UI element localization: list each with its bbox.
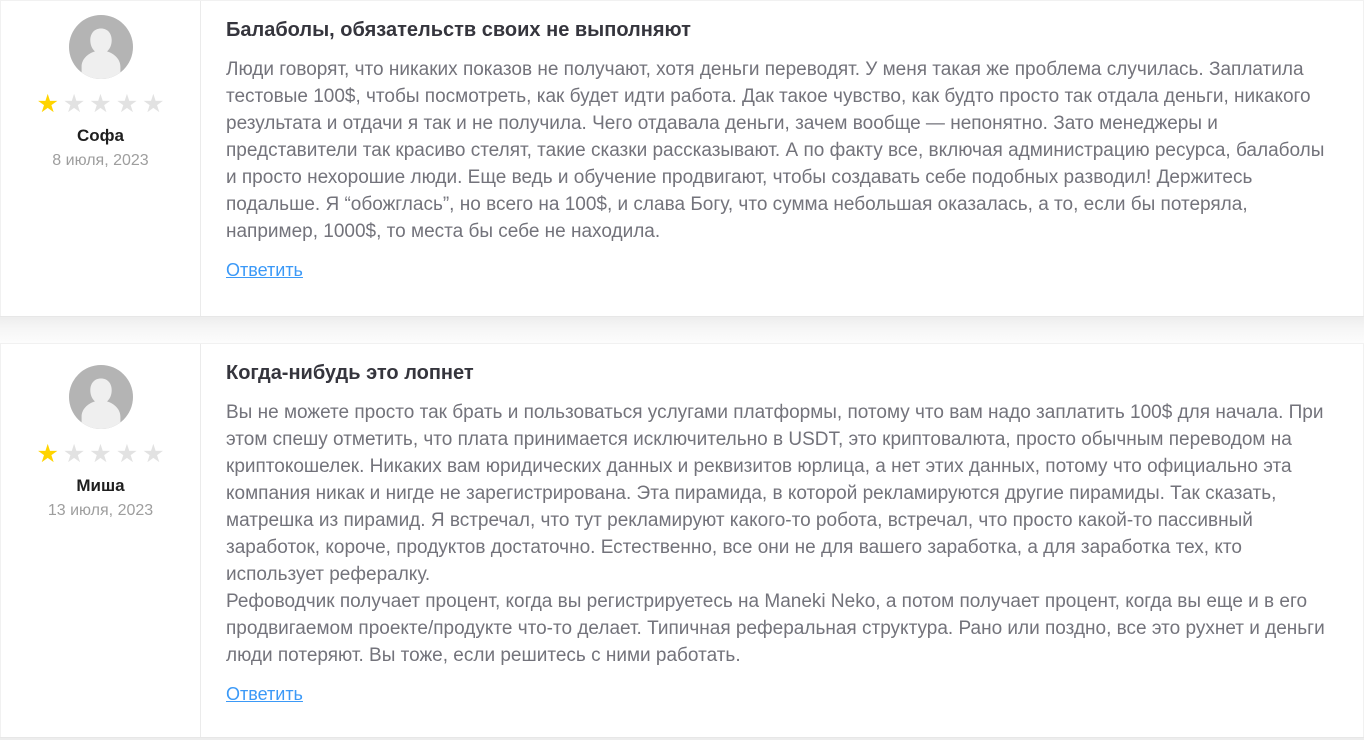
- person-silhouette-icon: [69, 365, 133, 429]
- star-empty-icon: ★: [142, 440, 165, 468]
- star-empty-icon: ★: [89, 90, 112, 118]
- star-rating: [36, 442, 164, 467]
- review-date: 8 июля, 2023: [52, 152, 149, 169]
- star-empty-icon: ★: [115, 90, 139, 118]
- reviewer-panel: [1, 344, 201, 737]
- star-rating: [36, 92, 164, 117]
- review-date: 13 июля, 2023: [47, 502, 154, 519]
- avatar: [69, 365, 133, 429]
- review-content: [201, 344, 1363, 737]
- reviewer-name: Софа: [77, 126, 124, 145]
- review-card: [0, 343, 1364, 737]
- reply-link[interactable]: Ответить: [226, 684, 303, 704]
- star-empty-icon: ★: [142, 90, 165, 118]
- star-filled-icon: ★: [36, 90, 59, 118]
- review-paragraph: Люди говорят, что никаких показов не получают, хотя деньги переводят. У меня такая же проблема случилась. Заплатила тестовые 100$, чтобы посмотреть, как будет идти работа. Дак такое чувство, как будто просто так отдала деньги, никакого результата и отдачи я так и не получила. Чего отдавала деньги, зачем вообще — непонятно. Зато менеджеры и представители так красиво стелят, такие сказки рассказывают. А по факту все, включая администрацию ресурса, балаболы и просто нехорошие люди. Еще ведь и обучение продвигают, чтобы создавать себе подобных разводил! Держитесь подальше. Я “обожглась”, но всего на 100$, и слава Богу, что сумма небольшая оказалась, а то, если бы потеряла, например, 1000$, то места бы себе не находила.: [226, 59, 1325, 242]
- star-filled-icon: ★: [36, 440, 59, 468]
- star-empty-icon: ★: [62, 440, 86, 468]
- avatar: [69, 15, 133, 79]
- person-silhouette-icon: [69, 15, 133, 79]
- review-body: [226, 399, 1339, 669]
- star-empty-icon: ★: [89, 440, 112, 468]
- review-content: [201, 1, 1363, 316]
- review-paragraph: Вы не можете просто так брать и пользоваться услугами платформы, потому что вам надо заплатить 100$ для начала. При этом спешу отметить, что плата принимается исключительно в USDT, это криптовалюта, просто обычным переводом на криптокошелек. Никаких вам юридических данных и реквизитов юрлица, а нет этих данных, потому что официально эта компания никак и нигде не зарегистрирована. Эта пирамида, в которой рекламируются другие пирамиды. Так сказать, матрешка из пирамид. Я встречал, что тут рекламируют какого-то робота, встречал, что просто какой-то пассивный заработок, короче, продуктов достаточно. Естественно, все они не для вашего заработка, а для заработка тех, кто использует рефералку.: [226, 402, 1324, 585]
- star-empty-icon: ★: [115, 440, 139, 468]
- review-body: [226, 56, 1339, 245]
- review-title: Балаболы, обязательств своих не выполняют: [226, 19, 691, 41]
- reviewer-name: Миша: [76, 476, 125, 495]
- star-empty-icon: ★: [62, 90, 86, 118]
- reviewer-panel: [1, 1, 201, 316]
- review-title: Когда-нибудь это лопнет: [226, 362, 474, 384]
- review-card: [0, 0, 1364, 316]
- card-separator: [0, 316, 1364, 343]
- reply-link[interactable]: Ответить: [226, 260, 303, 280]
- review-paragraph: Рефоводчик получает процент, когда вы регистрируетесь на Maneki Neko, а потом получает процент, когда вы еще и в его продвигаемом проекте/продукте что-то делает. Типичная реферальная структура. Рано или поздно, все это рухнет и деньги люди потеряют. Вы тоже, если решитесь с ними работать.: [226, 591, 1325, 666]
